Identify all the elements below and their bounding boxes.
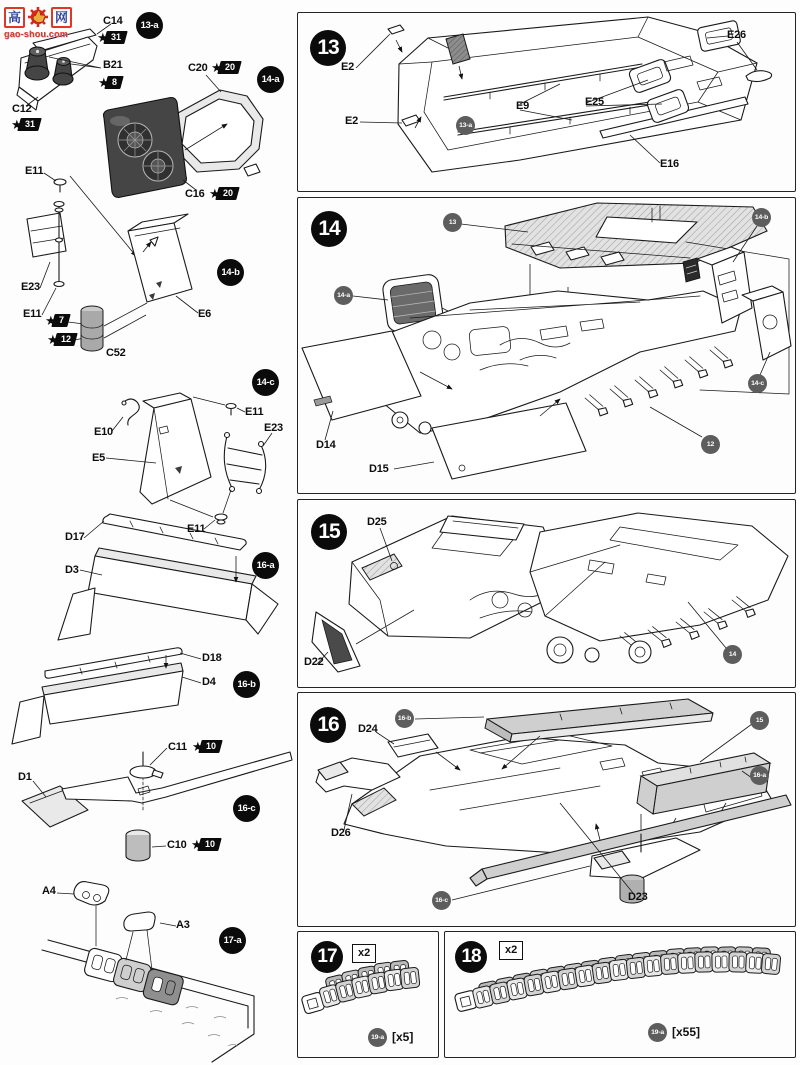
watermark-right-char: 网 (51, 7, 72, 28)
subassembly-16a-drawing (58, 514, 278, 640)
link-count-s17: [x5] (392, 1030, 414, 1044)
part-label-c10: C10 (167, 839, 187, 851)
ref-badge-13: 13 (443, 213, 462, 232)
step-number-14: 14 (311, 211, 347, 247)
part-label-e11-right: E11 (245, 406, 264, 418)
star-icon: ★ (209, 186, 221, 201)
watermark-left-char: 高 (4, 7, 25, 28)
step-number-15: 15 (311, 514, 347, 550)
ref-badge-14b: 14-b (752, 208, 771, 227)
gear-thumb-icon (27, 6, 49, 28)
part-label-c14: C14 (103, 15, 123, 27)
paint-badge-7: ★ 7 (45, 314, 69, 327)
watermark-logo (4, 6, 74, 39)
star-icon: ★ (191, 837, 203, 852)
part-label-e6: E6 (198, 308, 212, 320)
star-icon: ★ (192, 739, 204, 754)
part-label-a3: A3 (176, 919, 190, 931)
star-icon: ★ (98, 75, 110, 90)
subassembly-badge-14c: 14-c (252, 369, 279, 396)
quantity-chip-18: x2 (499, 941, 523, 960)
part-label-c20: C20 (188, 62, 208, 74)
step-number-16: 16 (310, 707, 346, 743)
part-label-e11-bottom: E11 (187, 523, 206, 535)
subassembly-badge-16c: 16-c (233, 795, 260, 822)
step-number-13: 13 (310, 30, 346, 66)
paint-badge-10-c11: ★ 10 (192, 740, 221, 753)
part-label-e11-mid: E11 (23, 308, 42, 320)
part-label-e2-top: E2 (341, 61, 355, 73)
subassembly-17a-drawing (42, 882, 254, 1062)
star-icon: ★ (45, 313, 57, 328)
ref-badge-12: 12 (701, 435, 720, 454)
quantity-chip-17: x2 (352, 944, 376, 963)
subassembly-badge-13a: 13-a (136, 12, 163, 39)
star-icon: ★ (211, 60, 223, 75)
part-label-d4: D4 (202, 676, 216, 688)
part-label-b21: B21 (103, 59, 123, 71)
ref-badge-15: 15 (750, 711, 769, 730)
ref-badge-14: 14 (723, 645, 742, 664)
part-label-e25: E25 (585, 96, 604, 108)
subassembly-badge-14b: 14-b (217, 259, 244, 286)
part-label-d18: D18 (202, 652, 222, 664)
ref-badge-14a: 14-a (334, 286, 353, 305)
subassembly-16b-drawing (12, 648, 201, 744)
part-label-d17: D17 (65, 531, 85, 543)
part-label-d25: D25 (367, 516, 387, 528)
ref-badge-13a: 13-a (456, 116, 475, 135)
part-label-c52: C52 (106, 347, 126, 359)
ref-badge-16c: 16-c (432, 891, 451, 910)
subassembly-badge-16a: 16-a (252, 552, 279, 579)
paint-badge-31-c14: ★ 31 (97, 31, 126, 44)
step-number-17: 17 (311, 941, 343, 973)
part-label-d3: D3 (65, 564, 79, 576)
ref-badge-14c: 14-c (748, 374, 767, 393)
part-label-e11-top: E11 (25, 165, 44, 177)
part-label-e5: E5 (92, 452, 106, 464)
part-label-d23: D23 (628, 891, 648, 903)
part-label-e10: E10 (94, 426, 113, 438)
part-label-e2-left: E2 (345, 115, 359, 127)
part-label-d24: D24 (358, 723, 378, 735)
part-label-c16: C16 (185, 188, 205, 200)
step-16-diagram (316, 699, 791, 903)
paint-badge-20-c20: ★ 20 (211, 61, 240, 74)
paint-badge-20-c16: ★ 20 (209, 187, 238, 200)
paint-badge-31-c12: ★ 31 (11, 118, 40, 131)
part-label-e23-right: E23 (264, 422, 283, 434)
part-label-d15: D15 (369, 463, 389, 475)
part-label-d22: D22 (304, 656, 324, 668)
ref-badge-16b: 16-b (395, 709, 414, 728)
part-label-d14: D14 (316, 439, 336, 451)
paint-badge-8-b21: ★ 8 (98, 76, 122, 89)
part-label-a4: A4 (42, 885, 56, 897)
link-count-s18: [x55] (672, 1025, 701, 1039)
subassembly-14a-drawing (104, 75, 264, 197)
part-label-d26: D26 (331, 827, 351, 839)
star-icon: ★ (97, 30, 109, 45)
paint-badge-10-c10: ★ 10 (191, 838, 220, 851)
subassembly-badge-17a: 17-a (219, 927, 246, 954)
part-label-c11: C11 (168, 741, 187, 753)
watermark-url: gao-shou.com (4, 29, 68, 39)
step-number-18: 18 (455, 941, 487, 973)
paint-badge-12: ★ 12 (47, 333, 76, 346)
star-icon: ★ (11, 117, 23, 132)
subassembly-badge-16b: 16-b (233, 671, 260, 698)
part-label-e23: E23 (21, 281, 40, 293)
ref-badge-19a-s18: 19-a (648, 1023, 667, 1042)
star-icon: ★ (47, 332, 59, 347)
step-13-diagram (356, 17, 772, 172)
part-label-e9: E9 (516, 100, 530, 112)
part-label-e26: E26 (727, 29, 746, 41)
ref-badge-19a-s17: 19-a (368, 1028, 387, 1047)
part-label-c12: C12 (12, 103, 32, 115)
subassembly-badge-14a: 14-a (257, 66, 284, 93)
ref-badge-16a: 16-a (750, 766, 769, 785)
part-label-e16: E16 (660, 158, 679, 170)
part-label-d1: D1 (18, 771, 32, 783)
step-15-diagram (312, 513, 788, 672)
